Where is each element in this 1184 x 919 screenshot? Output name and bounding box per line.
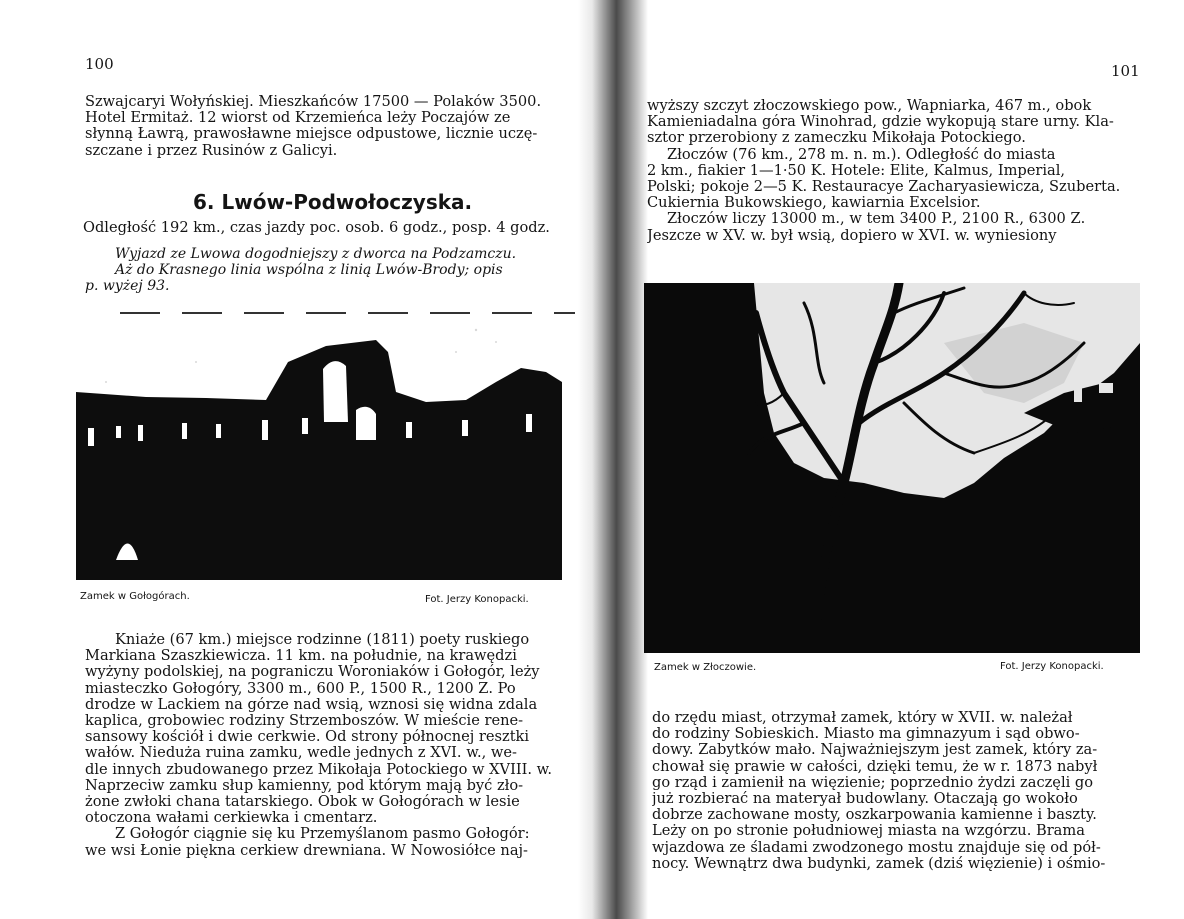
text-line: dobrze zachowane mosty, oszkarpowania kamienne i baszty. (652, 807, 1097, 824)
photo-credit: Fot. Jerzy Konopacki. (425, 594, 529, 605)
text-line: Złoczów liczy 13000 m., w tem 3400 P., 2100 R., 6300 Ż. (667, 211, 1086, 228)
text-line: Markiana Szaszkiewicza. 11 km. na południe, na krawędzi (85, 648, 517, 665)
text-line: sansowy kościół i dwie cerkwie. Od strony północnej resztki (85, 729, 530, 746)
text-line: wjazdowa ze śladami zwodzonego mostu znajduje się od pół- (652, 839, 1101, 856)
text-line: go rząd i zamienił na więzienie; poprzednio żydzi zaczęli go (652, 774, 1094, 791)
text-line: Cukiernia Bukowskiego, kawiarnia Excelsior. (647, 195, 981, 212)
ruin-silhouette-image (76, 322, 562, 580)
text-line: Kamieniadalna góra Winohrad, gdzie wykopują stare urny. Kla- (647, 114, 1114, 131)
text-line: Szwajcaryi Wołyńskiej. Mieszkańców 17500 — Polaków 3500. (85, 94, 542, 110)
right-top-paragraph (647, 98, 1141, 244)
text-line: dle innych zbudowanego przez Mikołaja Potockiego w XVIII. w. (85, 761, 553, 778)
text-line: Kniaże (67 km.) miejsce rodzinne (1811) poety ruskiego (115, 632, 530, 648)
text-line: 2 km., fiakier 1—1·50 K. Hotele: Elite, Kalmus, Imperial, (647, 162, 1066, 179)
text-line: słynną Ławrą, prawosławne miejsce odpustowe, licznie uczę- (85, 126, 538, 143)
text-line: wyższy szczyt złoczowskiego pow., Wapniarka, 467 m., obok (647, 98, 1092, 114)
intro-paragraph (85, 94, 565, 159)
left-page-number: 100 (85, 55, 114, 73)
photo-credit: Fot. Jerzy Konopacki. (1000, 661, 1104, 672)
text-line: Aż do Krasnego linia wspólna z linią Lwów-Brody; opis (115, 262, 503, 279)
text-line: dowy. Zabytków mało. Najważniejszym jest zamek, który za- (652, 742, 1098, 759)
tree-silhouette-image (644, 283, 1140, 653)
text-line: do rzędu miast, otrzymał zamek, który w XVII. w. należał (652, 710, 1073, 726)
zloczow-castle-photo (644, 283, 1140, 653)
right-page-number: 101 (1111, 62, 1140, 80)
text-line: Hotel Ermitaż. 12 wiorst od Krzemieńca leży Poczajów ze (85, 110, 511, 127)
text-line: kaplica, grobowiec rodziny Strzemboszów. W mieście rene- (85, 713, 524, 730)
text-line: żone zwłoki chana tatarskiego. Obok w Gołogórach w lesie (85, 794, 520, 811)
distance-line (83, 220, 569, 236)
text-line: Naprzeciw zamku słup kamienny, pod którym mają być zło- (85, 777, 524, 794)
gologory-castle-photo (76, 322, 562, 580)
text-line: Wyjazd ze Lwowa dogodniejszy z dworca na Podzamczu. (115, 246, 517, 262)
text-line: nocy. Wewnątrz dwa budynki, zamek (dziś więzienie) i ośmio- (652, 855, 1106, 872)
text-line: Leży on po stronie południowej miasta na wzgórzu. Brama (652, 823, 1085, 840)
text-line: Jeszcze w XV. w. był wsią, dopiero w XVI. w. wyniesiony (647, 227, 1057, 244)
section-title: 6. Lwów-Podwołoczyska. (193, 190, 473, 214)
text-line: wałów. Nieduża ruina zamku, wedle jednych z XVI. w., we- (85, 745, 517, 762)
separator-rule (120, 312, 575, 314)
text-line: Odległość 192 km., czas jazdy poc. osob. 6 godz., posp. 4 godz. (83, 220, 550, 236)
right-body-paragraph (652, 710, 1144, 872)
text-line: chował się prawie w całości, dzięki temu, że w r. 1873 nabył (652, 758, 1098, 775)
text-line: szczane i przez Rusinów z Galicyi. (85, 142, 338, 159)
text-line: już rozbierać na materyał budowlany. Otaczają go wokoło (652, 791, 1078, 808)
text-line: sztor przerobiony z zameczku Mikołaja Potockiego. (647, 130, 1026, 147)
text-line: we wsi Łonie piękna cerkiew drewniana. W Nowosiółce naj- (85, 842, 528, 859)
text-line: Złoczów (76 km., 278 m. n. m.). Odległość do miasta (667, 146, 1056, 163)
right-page (592, 0, 1184, 919)
photo-caption: Zamek w Gołogórach. (80, 591, 190, 602)
text-line: Polski; pokoje 2—5 K. Restauracye Zacharyasiewicza, Szuberta. (647, 179, 1121, 196)
text-line: wyżyny podolskiej, na pograniczu Woroniaków i Gołogór, leży (85, 664, 540, 681)
text-line: miasteczko Gołogóry, 3300 m., 600 P., 1500 R., 1200 Ż. Po (85, 680, 516, 697)
route-note (85, 246, 569, 295)
body-paragraph (85, 632, 567, 859)
text-line: otoczona wałami cerkiewka i cmentarz. (85, 810, 378, 827)
text-line: p. wyżej 93. (85, 278, 170, 295)
text-line: do rodziny Sobieskich. Miasto ma gimnazyum i sąd obwo- (652, 726, 1080, 743)
text-line: drodze w Lackiem na górze nad wsią, wznosi się widna zdala (85, 696, 538, 713)
text-line: Z Gołogór ciągnie się ku Przemyślanom pasmo Gołogór: (115, 826, 530, 843)
photo-caption: Zamek w Złoczowie. (654, 662, 757, 673)
